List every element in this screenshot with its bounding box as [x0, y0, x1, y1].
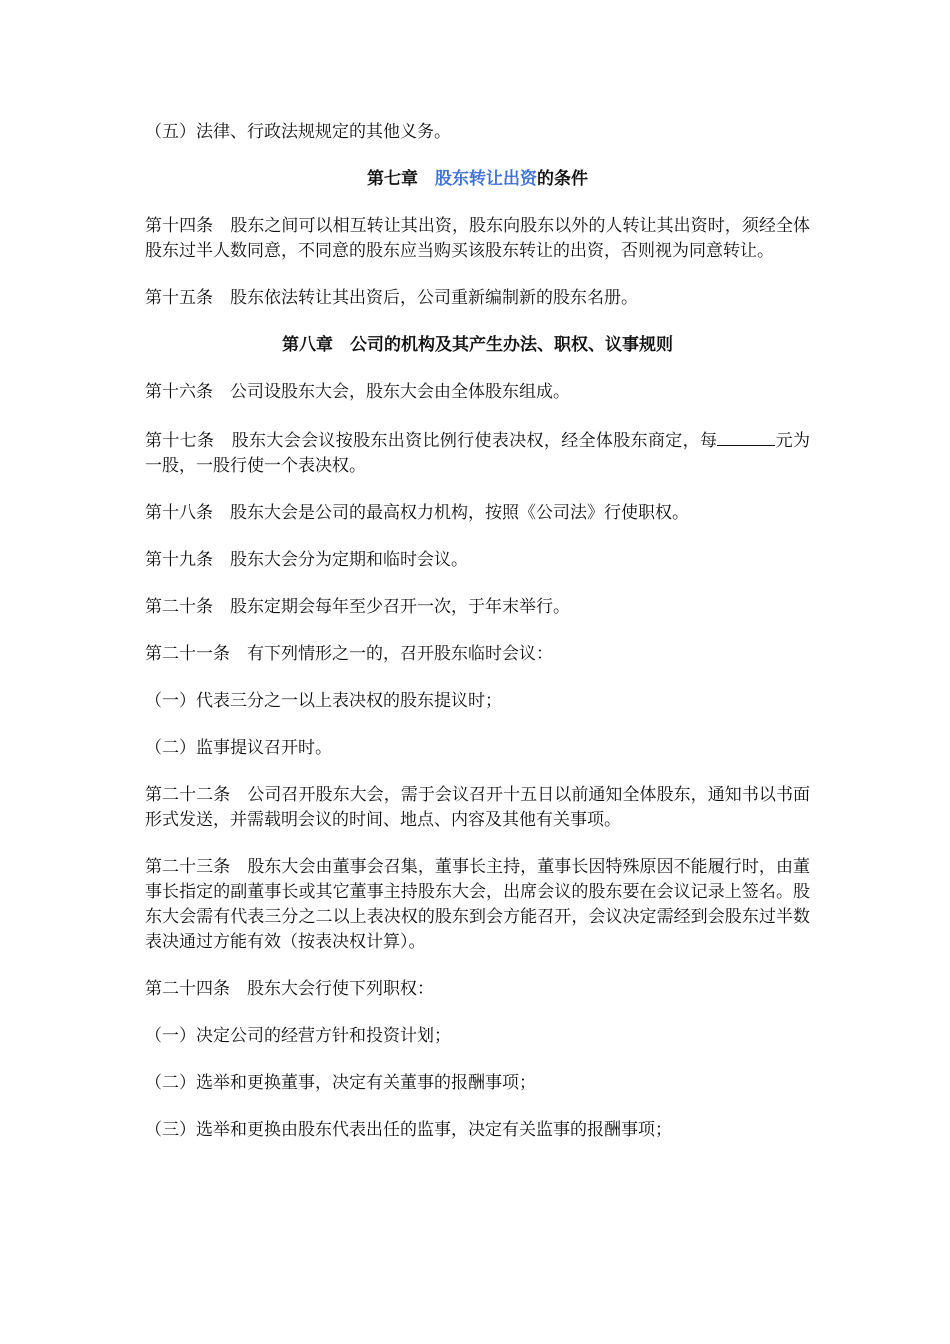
article-16: 第十六条 公司设股东大会，股东大会由全体股东组成。: [145, 382, 570, 402]
article-14: 第十四条 股东之间可以相互转让其出资，股东向股东以外的人转让其出资时，须经全体股东过半人数同意，不同意的股东应当购买该股东转让的出资，否则视为同意转让。: [145, 216, 810, 261]
chapter-7-highlighted-text: 股东转让出资: [435, 169, 537, 189]
blank-amount-line: [717, 427, 755, 446]
article-24-item-1: （一）决定公司的经营方针和投资计划；: [145, 1026, 451, 1046]
article-15: 第十五条 股东依法转让其出资后，公司重新编制新的股东名册。: [145, 288, 638, 308]
article-21-item-2: （二）监事提议召开时。: [145, 738, 332, 758]
chapter-8-heading: 第八章 公司的机构及其产生办法、职权、议事规则: [282, 335, 673, 355]
article-24-item-3: （三）选举和更换由股东代表出任的监事，决定有关监事的报酬事项；: [145, 1120, 672, 1140]
article-23: 第二十三条 股东大会由董事会召集，董事长主持，董事长因特殊原因不能履行时，由董事长指定的副董事长或其它董事主持股东大会，出席会议的股东要在会议记录上签名。股东大会需有代表三分之二以上表决权的股东到会方能召开，会议决定需经到会股东过半数表决通过方能有效（按表决权计算）。: [145, 857, 810, 952]
article-20: 第二十条 股东定期会每年至少召开一次，于年末举行。: [145, 597, 570, 617]
article-21-item-1: （一）代表三分之一以上表决权的股东提议时；: [145, 691, 502, 711]
article-24: 第二十四条 股东大会行使下列职权：: [145, 979, 434, 999]
article-21: 第二十一条 有下列情形之一的，召开股东临时会议：: [145, 644, 553, 664]
article-24-item-2: （二）选举和更换董事，决定有关董事的报酬事项；: [145, 1073, 536, 1093]
article-17-text-part2: 元为一股，一股行使一个表决权。: [145, 431, 810, 476]
article-17: [145, 427, 810, 479]
article-19: 第十九条 股东大会分为定期和临时会议。: [145, 550, 468, 570]
chapter-7-heading: [145, 167, 810, 192]
chapter-7-prefix: 第七章: [367, 169, 435, 189]
article-17-text-part1: 第十七条 股东大会会议按股东出资比例行使表决权，经全体股东商定，每: [145, 431, 718, 451]
paragraph-obligation-5: （五）法律、行政法规规定的其他义务。: [145, 122, 451, 142]
article-18: 第十八条 股东大会是公司的最高权力机构，按照《公司法》行使职权。: [145, 503, 689, 523]
document-body: [145, 120, 810, 1165]
article-22: 第二十二条 公司召开股东大会，需于会议召开十五日以前通知全体股东，通知书以书面形式发送，并需载明会议的时间、地点、内容及其他有关事项。: [145, 785, 810, 830]
blank-amount-line-continued: [755, 427, 775, 446]
chapter-7-suffix: 的条件: [537, 169, 588, 189]
